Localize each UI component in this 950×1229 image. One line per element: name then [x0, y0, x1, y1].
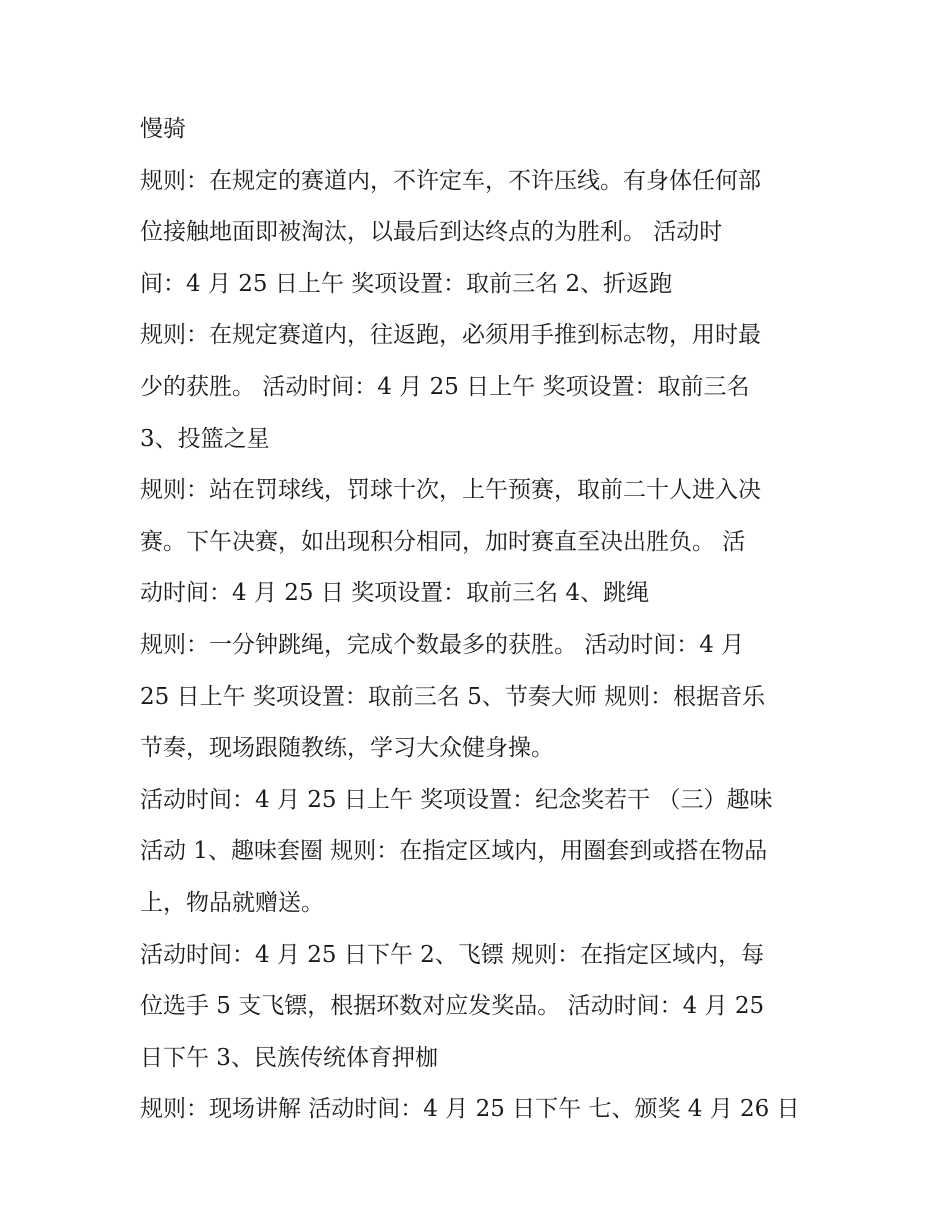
- text-line-13: 节奏，现场跟随教练，学习大众健身操。: [140, 735, 554, 762]
- text-line-5: 规则：在规定赛道内，往返跑，必须用手推到标志物，用时最: [140, 322, 761, 349]
- text-line-17: 活动时间：4 月 25 日下午 2、飞镖 规则：在指定区域内，每: [140, 941, 765, 968]
- text-line-19: 日下午 3、民族传统体育押枷: [140, 1044, 438, 1071]
- text-line-12: 25 日上午 奖项设置：取前三名 5、节奏大师 规则：根据音乐: [140, 683, 766, 710]
- text-line-2: 规则：在规定的赛道内，不许定车，不许压线。有身体任何部: [140, 167, 761, 194]
- text-line-18: 位选手 5 支飞镖，根据环数对应发奖品。 活动时间：4 月 25: [140, 993, 765, 1020]
- text-line-6: 少的获胜。 活动时间：4 月 25 日上午 奖项设置：取前三名: [140, 373, 750, 400]
- document-body: [140, 109, 830, 1141]
- text-line-7: 3、投篮之星: [140, 425, 270, 452]
- text-line-20: 规则：现场讲解 活动时间：4 月 25 日下午 七、颁奖 4 月 26 日: [140, 1096, 800, 1123]
- text-line-14: 活动时间：4 月 25 日上午 奖项设置：纪念奖若干 （三）趣味: [140, 786, 773, 813]
- text-line-11: 规则：一分钟跳绳，完成个数最多的获胜。 活动时间：4 月: [140, 631, 745, 658]
- text-line-1: 慢骑: [140, 116, 186, 142]
- text-line-8: 规则：站在罚球线，罚球十次，上午预赛，取前二十人进入决: [140, 477, 761, 504]
- text-line-4: 间：4 月 25 日上午 奖项设置：取前三名 2、折返跑: [140, 270, 673, 297]
- text-line-10: 动时间：4 月 25 日 奖项设置：取前三名 4、跳绳: [140, 580, 650, 607]
- text-line-16: 上，物品就赠送。: [140, 889, 324, 916]
- text-line-15: 活动 1、趣味套圈 规则：在指定区域内，用圈套到或搭在物品: [140, 838, 768, 865]
- text-line-9: 赛。下午决赛，如出现积分相同，加时赛直至决出胜负。 活: [140, 528, 746, 555]
- text-line-3: 位接触地面即被淘汰，以最后到达终点的为胜利。 活动时: [140, 219, 723, 246]
